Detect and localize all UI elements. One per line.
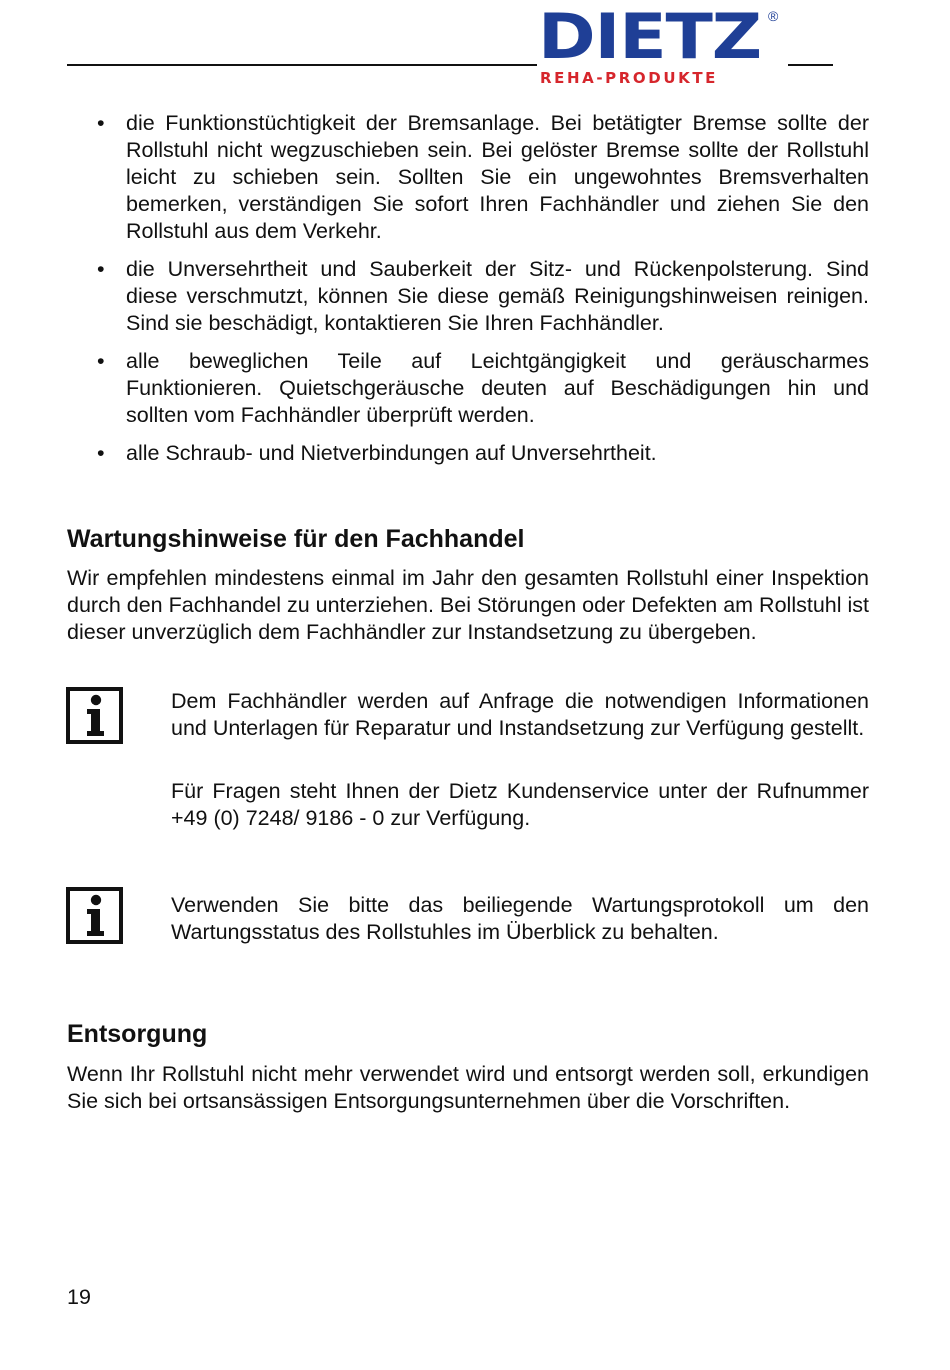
info-icon [66, 687, 123, 744]
dietz-logo [536, 0, 788, 90]
check-list [67, 110, 869, 478]
header-rule-right [788, 64, 833, 66]
info-icon [66, 887, 123, 944]
page-number: 19 [67, 1285, 91, 1309]
list-item-text: alle Schraub- und Nietverbindungen auf Unversehrtheit. [126, 441, 657, 465]
bullet-icon: • [97, 349, 105, 373]
list-item [67, 348, 869, 429]
section-heading-maintenance: Wartungshinweise für den Fachhandel [67, 525, 525, 553]
header-rule-left [67, 64, 537, 66]
info-note-service: Für Fragen steht Ihnen der Dietz Kundenservice unter der Rufnummer +49 (0) 7248/ 9186 - 0 zur Verfügung. [171, 779, 869, 830]
logo-wordmark: DIETZ [538, 0, 762, 73]
list-item-text: die Funktionstüchtigkeit der Bremsanlage. Bei betätigter Bremse sollte der Rollstuhl nicht wegzuschieben sein. Bei gelöster Bremse sollte der Rollstuhl leicht zu schieben sein. Sollten Sie ein ungewohntes Bremsverhalten bemerken, verständigen Sie sofort Ihren Fachhändler und ziehen Sie den Rollstuhl aus dem Verkehr. [126, 111, 869, 243]
bullet-icon: • [97, 257, 105, 281]
bullet-icon: • [97, 111, 105, 135]
info-note-dealer: Dem Fachhändler werden auf Anfrage die notwendigen Informationen und Unterlagen für Reparatur und Instandsetzung zur Verfügung gestellt. [171, 689, 869, 740]
list-item [67, 110, 869, 245]
list-item-text: alle beweglichen Teile auf Leichtgängigkeit und geräuscharmes Funktionieren. Quietschgeräusche deuten auf Beschädigungen hin und sollten vom Fachhändler überprüft werden. [126, 349, 869, 427]
list-item [67, 256, 869, 337]
disposal-paragraph: Wenn Ihr Rollstuhl nicht mehr verwendet wird und entsorgt werden soll, erkundigen Sie sich bei ortsansässigen Entsorgungsunternehmen über die Vorschriften. [67, 1062, 869, 1113]
logo-subtitle: REHA-PRODUKTE [540, 69, 719, 87]
list-item-text: die Unversehrtheit und Sauberkeit der Sitz- und Rückenpolsterung. Sind diese verschmutzt, können Sie diese gemäß Reinigungshinweisen reinigen. Sind sie beschädigt, kontaktieren Sie Ihren Fachhändler. [126, 257, 869, 335]
maintenance-paragraph: Wir empfehlen mindestens einmal im Jahr den gesamten Rollstuhl einer Inspektion durch den Fachhandel zu unterziehen. Bei Störungen oder Defekten am Rollstuhl ist dieser unverzüglich dem Fachhändler zur Instandsetzung zu übergeben. [67, 566, 869, 644]
info-note-protocol: Verwenden Sie bitte das beiliegende Wartungsprotokoll um den Wartungsstatus des Rollstuhles im Überblick zu behalten. [171, 893, 869, 944]
section-heading-disposal: Entsorgung [67, 1020, 208, 1048]
list-item [67, 440, 869, 467]
registered-mark: ® [768, 8, 779, 24]
bullet-icon: • [97, 441, 105, 465]
